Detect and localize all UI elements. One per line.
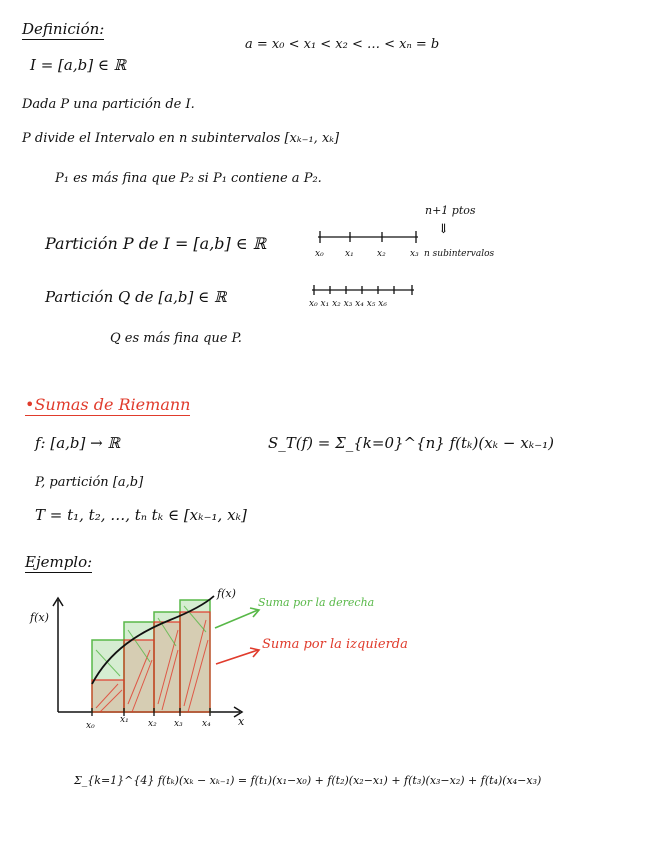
tick-p-x1: x₁ [345,249,354,259]
n-plus-one-points: n+1 ptos [425,204,476,217]
definicion-title: Definición: [22,20,105,38]
graph-tick-x3: x₃ [174,719,183,729]
graph-x-axis-label: x [238,715,245,728]
label-suma-derecha: Suma por la derecha [258,596,375,609]
ticks-q: x₀ x₁ x₂ x₃ x₄ x₅ x₆ [309,299,387,309]
tick-p-x0: x₀ [315,249,324,259]
graph-tick-x2: x₂ [148,719,157,729]
down-arrow-icon: ⇓ [438,222,449,237]
riemann-title: •Sumas de Riemann [25,395,191,414]
partition-points: a = x₀ < x₁ < x₂ < … < xₙ = b [245,37,440,52]
q-mas-fina: Q es más fina que P. [110,331,242,346]
function-def: f: [a,b] → ℝ [35,434,120,452]
riemann-expansion: Σ_{k=1}^{4} f(tₖ)(xₖ − xₖ₋₁) = f(t₁)(x₁−x₀) + f(t₂)(x₂−x₁) + f(t₃)(x₃−x₂) + f(t₄)(x₄−x₃) [74,774,542,787]
graph-tick-x0: x₀ [86,721,95,731]
particion-p: Partición P de I = [a,b] ∈ ℝ [45,234,267,253]
n-subintervals: n subintervalos [424,249,495,259]
tick-p-x3: x₃ [410,249,419,259]
tick-p-x2: x₂ [377,249,386,259]
particion-q: Partición Q de [a,b] ∈ ℝ [45,288,227,306]
interval-definition: I = [a,b] ∈ ℝ [30,56,127,74]
graph-tick-x4: x₄ [202,719,211,729]
riemann-sum-def: S_T(f) = Σ_{k=0}^{n} f(tₖ)(xₖ − xₖ₋₁) [268,434,554,452]
graph-ylabel: f(x) [30,611,49,624]
definicion-line-3: P₁ es más fina que P₂ si P₁ contiene a P₂. [55,171,322,186]
definicion-line-2: P divide el Intervalo en n subintervalos [xₖ₋₁, xₖ] [22,131,340,146]
particion-ab: P, partición [a,b] [35,475,144,490]
curve-label: f(x) [217,587,236,600]
ejemplo-title: Ejemplo: [25,553,93,571]
graph-tick-x1: x₁ [120,715,129,725]
label-suma-izquierda: Suma por la izquierda [262,637,408,652]
definicion-line-1: Dada P una partición de I. [22,97,195,112]
tags-def: T = t₁, t₂, …, tₙ tₖ ∈ [xₖ₋₁, xₖ] [35,506,247,524]
